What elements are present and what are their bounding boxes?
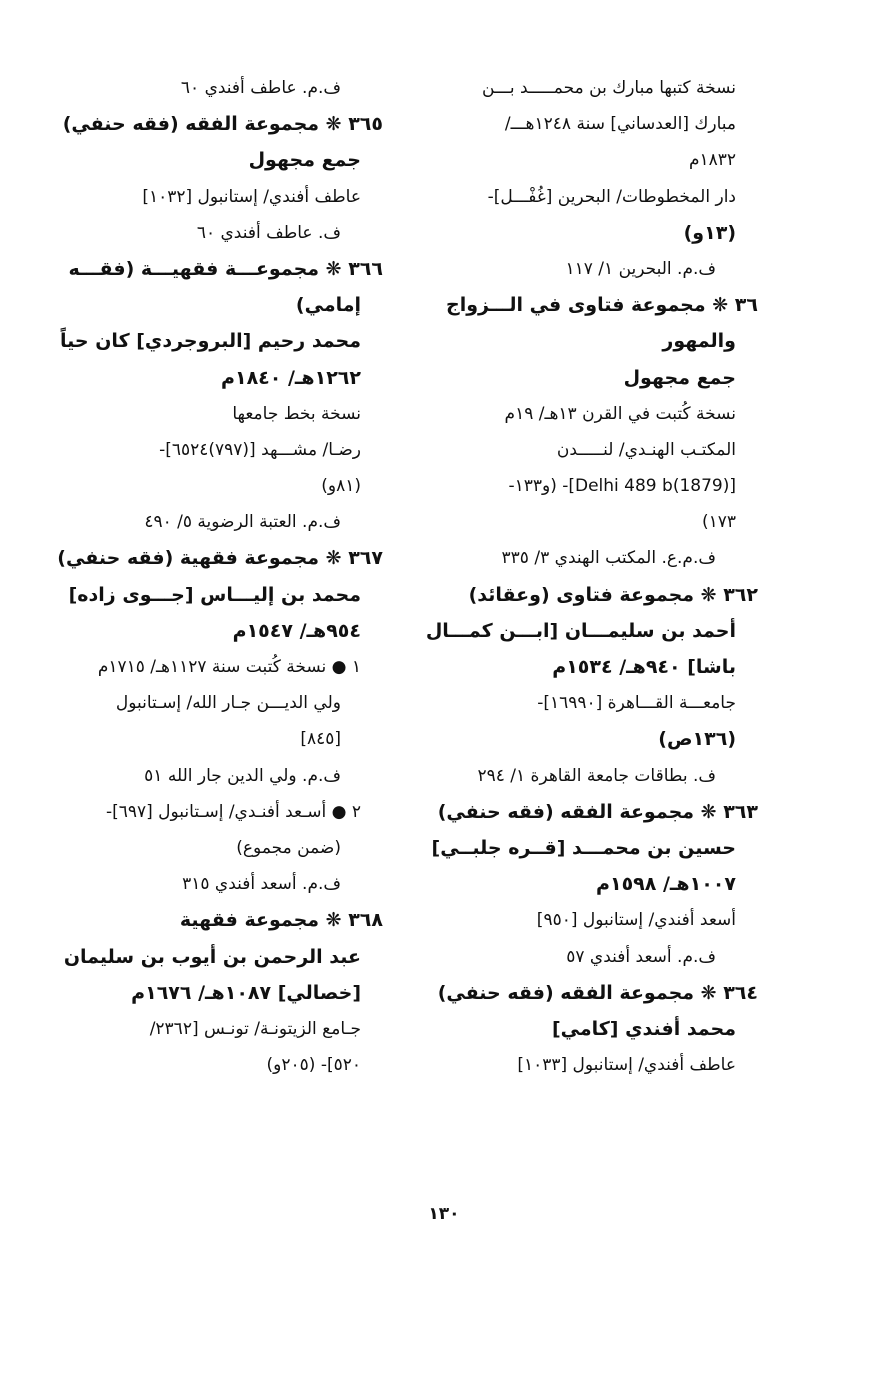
entry-line: ف. عاطف أفندي ٦٠ bbox=[196, 222, 341, 243]
entry-line: جمع مجهول bbox=[623, 366, 736, 389]
entry-line: [(1879)Delhi 489 b]- (و١٣٣- bbox=[508, 476, 736, 497]
entry-line: عاطف أفندي/ إستانبول [١٠٣٣] bbox=[517, 1055, 736, 1076]
entry-heading: ٣٦٧ ❋ مجموعة فقهية (فقه حنفي) bbox=[57, 547, 383, 570]
entry-line: [٨٤٥] bbox=[300, 729, 341, 750]
entry-heading: ٣٦٨ ❋ مجموعة فقهية bbox=[179, 909, 383, 932]
entry-line: ف.م. البحرين ١/ ١١٧ bbox=[565, 258, 716, 279]
entry-line: جـامع الزيتونـة/ تونـس [٢٣٦٢/ bbox=[149, 1018, 361, 1039]
entry-line: ٩٥٤هـ/ ١٥٤٧م bbox=[232, 619, 361, 642]
entry-line: مبارك [العدساني] سنة ١٢٤٨هـــ/ bbox=[504, 114, 736, 135]
entry-line: ولي الديـــن جـار الله/ إسـتانبول bbox=[115, 693, 341, 714]
entry-line: ف.م. أسعد أفندي ٥٧ bbox=[566, 946, 716, 967]
entry-line: (١٣و) bbox=[683, 221, 736, 244]
entry-line: والمهور bbox=[662, 330, 736, 353]
left-column bbox=[43, 70, 383, 1083]
entry-line: رضـا/ مشـــهد [(٧٩٧)٦٥٢٤]- bbox=[159, 439, 361, 460]
entry-line: ٥٢٠]- (٢٠٥و) bbox=[266, 1055, 361, 1076]
entry-heading: ٣٦٦ ❋ مجموعـــة فقهيـــة (فقـــه bbox=[68, 257, 383, 280]
entry-line: ٢ ● أسـعد أفنـدي/ إسـتانبول [٦٩٧]- bbox=[105, 801, 361, 822]
entry-line: نسخة كتبها مبارك بن محمـــــد بـــن bbox=[481, 78, 736, 98]
right-column bbox=[425, 70, 758, 1083]
entry-line: ف.م. عاطف أفندي ٦٠ bbox=[180, 78, 341, 98]
entry-line: ف.م.ع. المكتب الهندي ٣/ ٣٣٥ bbox=[501, 548, 716, 569]
entry-heading: ٣٦٥ ❋ مجموعة الفقه (فقه حنفي) bbox=[62, 113, 383, 136]
entry-heading: ٣٦٤ ❋ مجموعة الفقه (فقه حنفي) bbox=[437, 981, 758, 1004]
entry-line: ١ ● نسخة كُتبت سنة ١١٢٧هـ/ ١٧١٥م bbox=[97, 657, 361, 677]
entry-line: (٨١و) bbox=[321, 476, 361, 497]
entry-line: حسين بن محمـــد [قــره جلبــي] bbox=[431, 836, 736, 859]
entry-line: عبد الرحمن بن أيوب بن سليمان bbox=[63, 945, 361, 968]
entry-line: [خصالي] ١٠٨٧هـ/ ١٦٧٦م bbox=[131, 981, 361, 1004]
page-number: ١٣٠ bbox=[428, 1204, 460, 1224]
entry-heading: ٣٦٣ ❋ مجموعة الفقه (فقه حنفي) bbox=[437, 800, 758, 823]
entry-line: باشا] ٩٤٠هـ/ ١٥٣٤م bbox=[552, 656, 736, 678]
entry-line: ١٢٦٢هـ/ ١٨٤٠م bbox=[221, 366, 361, 389]
entry-heading: ٣٦٢ ❋ مجموعة فتاوى (وعقائد) bbox=[468, 583, 758, 606]
entry-line: نسخة كُتبت في القرن ١٣هـ/ ١٩م bbox=[504, 403, 736, 424]
entry-line: دار المخطوطات/ البحرين [غُفْـــل]- bbox=[487, 186, 736, 207]
entry-line: ف.م. ولي الدين جار الله ٥١ bbox=[144, 765, 341, 786]
entry-line: إمامي) bbox=[295, 294, 361, 317]
entry-line: ١٠٠٧هـ/ ١٥٩٨م bbox=[596, 873, 736, 896]
entry-line: جامعـــة القـــاهرة [١٦٩٩٠]- bbox=[537, 693, 736, 714]
entry-line: أسعد أفندي/ إستانبول [٩٥٠] bbox=[536, 910, 736, 931]
entry-line: ف.م. أسعد أفندي ٣١٥ bbox=[182, 874, 341, 895]
entry-line: ف. بطاقات جامعة القاهرة ١/ ٢٩٤ bbox=[477, 765, 716, 786]
entry-line: ١٨٣٢م bbox=[688, 150, 736, 171]
entry-line: (ضمن مجموع) bbox=[236, 837, 341, 858]
entry-line: محمد رحيم [البروجردي] كان حياً bbox=[60, 330, 361, 353]
entry-line: ١٧٣) bbox=[701, 512, 736, 533]
entry-line: محمد بن إليـــاس [جـــوى زاده] bbox=[68, 583, 361, 606]
entry-line: نسخة بخط جامعها bbox=[232, 403, 361, 424]
entry-line: عاطف أفندي/ إستانبول [١٠٣٢] bbox=[142, 186, 361, 207]
entry-line: أحمد بن سليمـــان [ابـــن كمـــال bbox=[425, 619, 736, 642]
entry-line: المكتـب الهنـدي/ لنـــــدن bbox=[556, 439, 736, 460]
entry-line: جمع مجهول bbox=[248, 149, 361, 172]
entry-line: (١٣٦ص) bbox=[658, 728, 736, 751]
entry-line: ف.م. العتبة الرضوية ٥/ ٤٩٠ bbox=[144, 512, 341, 533]
entry-heading: ٣٦ ❋ مجموعة فتاوى في الـــزواج bbox=[446, 294, 758, 317]
entry-line: محمد أفندي [كامي] bbox=[551, 1017, 736, 1040]
